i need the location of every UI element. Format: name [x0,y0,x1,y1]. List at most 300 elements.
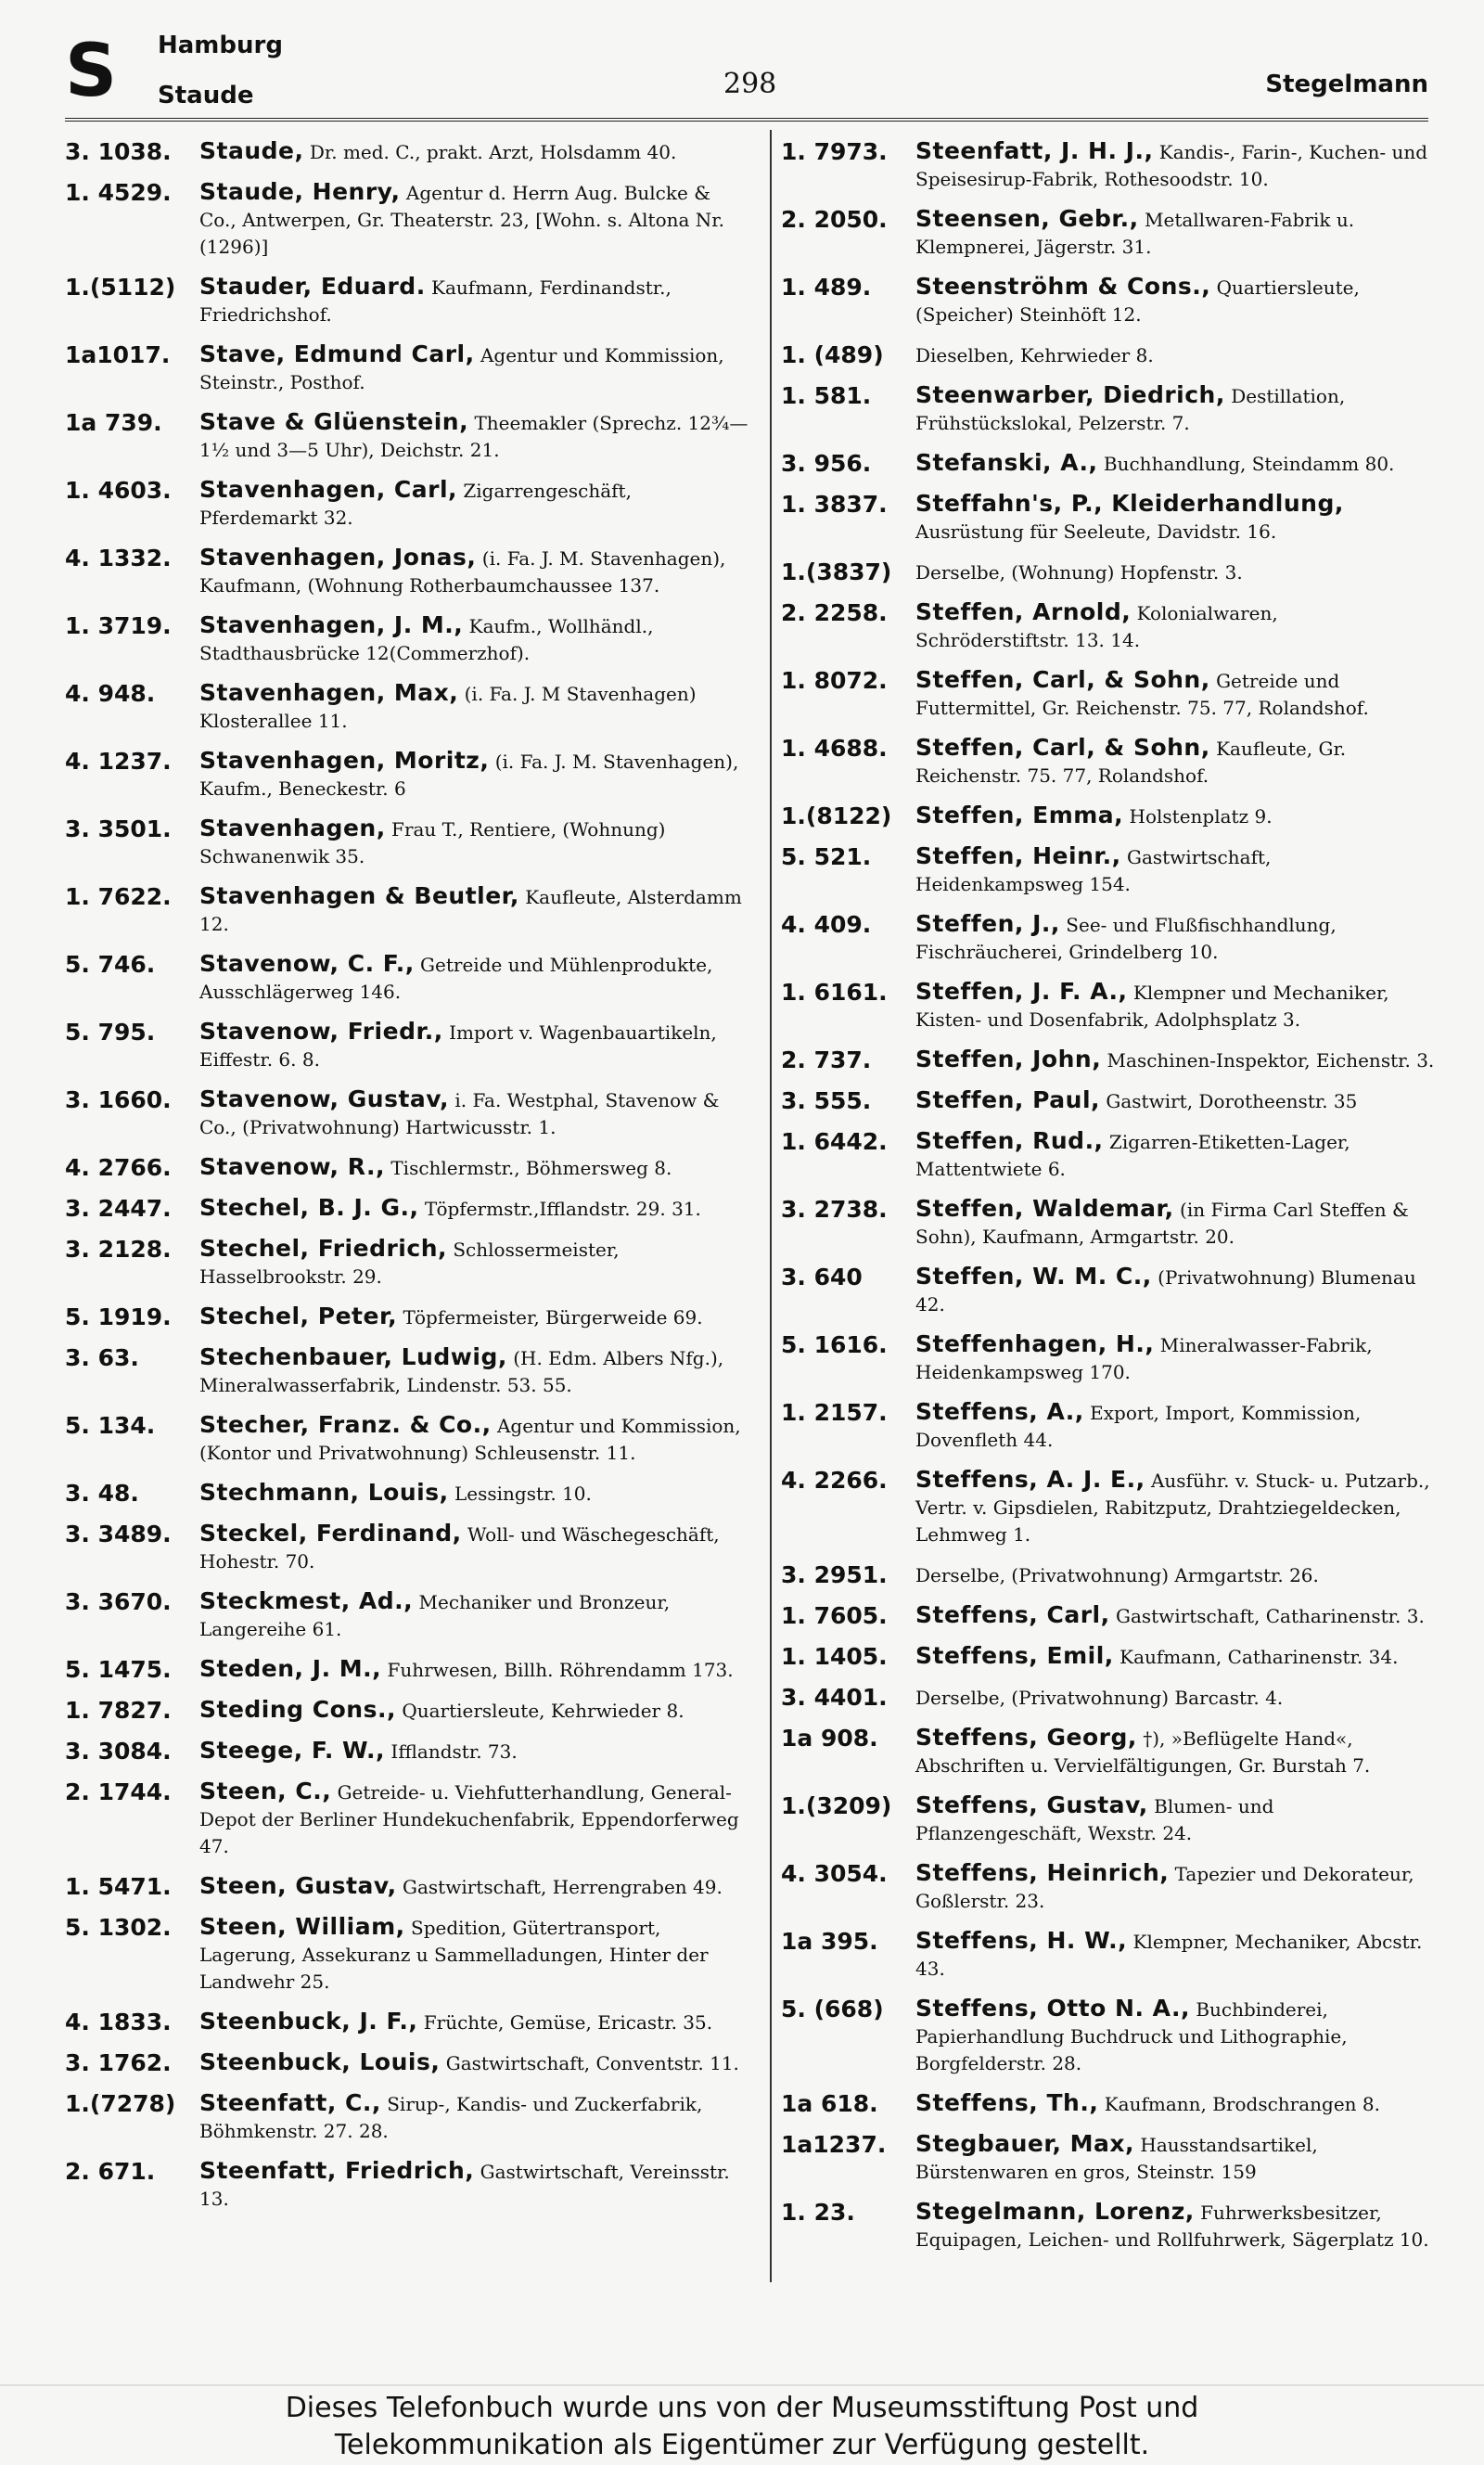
directory-entry [781,1642,1435,1671]
entry-body [199,1737,751,1765]
directory-entry [781,1601,1435,1630]
directory-entry [65,1872,751,1901]
entry-body [915,490,1435,546]
phone-number: 1. 4529. [65,179,172,206]
subscriber-name: Steenströhm & Cons., [915,273,1211,300]
phone-number: 1. 489. [781,274,872,301]
subscriber-name: Steffen, Emma, [915,802,1124,828]
entry-body [915,598,1435,654]
directory-entry [65,815,751,870]
entry-body [915,1724,1435,1779]
phone-number: 3. 1660. [65,1086,172,1113]
phone-number: 1a 395. [781,1928,878,1955]
directory-entry [781,1927,1435,1983]
phone-number: 1.(3837) [781,558,892,585]
entry-body [915,842,1435,898]
entry-body [199,2157,751,2213]
entry-body [199,882,751,938]
entry-body [915,1398,1435,1454]
subscriber-name: Steffenhagen, H., [915,1330,1155,1357]
subscriber-name: Steffen, Paul, [915,1086,1101,1113]
subscriber-details: Dr. med. C., prakt. Arzt, Holsdamm 40. [303,141,677,163]
directory-entry [781,558,1435,586]
entry-body [199,178,751,261]
subscriber-name: Steffens, Gustav, [915,1791,1148,1818]
subscriber-name: Stechenbauer, Ludwig, [199,1343,507,1370]
directory-entry [781,273,1435,328]
directory-entry [65,1153,751,1182]
subscriber-name: Stavenhagen, Moritz, [199,747,490,774]
phone-number: 2. 737. [781,1046,872,1073]
subscriber-details: Getreide und Futtermittel, Gr. Reichenstr. 75. 77, Rolandshof. [915,670,1369,719]
entry-body [199,1479,751,1508]
subscriber-name: Steffen, John, [915,1046,1102,1072]
phone-number: 3. 3670. [65,1588,172,1615]
phone-number: 1. 2157. [781,1399,888,1426]
subscriber-details: Sirup-, Kandis- und Zuckerfabrik, Böhmkenstr. 27. 28. [199,2093,703,2142]
phone-number: 3. 48. [65,1480,139,1507]
directory-entry [65,1085,751,1141]
subscriber-name: Stauder, Eduard. [199,273,426,300]
subscriber-details: Ausrüstung für Seeleute, Davidstr. 16. [915,520,1277,543]
footer-line-2: Telekommunikation als Eigentümer zur Verfügung gestellt. [334,2429,1150,2461]
subscriber-details: Derselbe, (Wohnung) Hopfenstr. 3. [915,561,1243,584]
phone-number: 4. 948. [65,680,156,707]
directory-entry [781,666,1435,722]
entry-body [915,1995,1435,2077]
footer-line-1: Dieses Telefonbuch wurde uns von der Museumsstiftung Post und [285,2392,1199,2424]
phone-number: 4. 1237. [65,748,172,775]
directory-entry [65,137,751,166]
subscriber-details: Ausführ. v. Stuck- u. Putzarb., Vertr. v. Gipsdielen, Rabitzputz, Drahtziegeldecken, Lehmweg 1. [915,1470,1430,1546]
directory-entry [781,598,1435,654]
directory-entry [781,137,1435,193]
subscriber-name: Steffens, Heinrich, [915,1859,1170,1886]
subscriber-name: Stefanski, A., [915,449,1098,476]
entry-body [915,273,1435,328]
phone-number: 1.(3209) [781,1792,892,1819]
subscriber-details: Import v. Wagenbauartikeln, Eiffestr. 6. 8. [199,1021,717,1071]
directory-entry [781,1791,1435,1847]
entry-body [199,2048,751,2077]
subscriber-name: Steden, J. M., [199,1655,382,1682]
entry-body [199,1153,751,1182]
entry-body [199,408,751,464]
subscriber-name: Steen, Gustav, [199,1872,397,1899]
entry-body [199,137,751,166]
directory-entry [781,1086,1435,1115]
entry-body [199,1696,751,1725]
directory-entry [781,1466,1435,1548]
subscriber-details: Theemakler (Sprechz. 12¾—1½ und 3—5 Uhr), Deichstr. 21. [199,412,748,461]
subscriber-name: Steckmest, Ad., [199,1587,414,1614]
entry-body [915,2089,1435,2118]
subscriber-details: Woll- und Wäschegeschäft, Hohestr. 70. [199,1523,720,1573]
entry-body [199,476,751,532]
subscriber-details: Derselbe, (Privatwohnung) Armgartstr. 26. [915,1564,1319,1586]
subscriber-details: (H. Edm. Albers Nfg.), Mineralwasserfabrik, Lindenstr. 53. 55. [199,1347,724,1396]
subscriber-name: Stavenow, Gustav, [199,1085,450,1112]
phone-number: 3. 2951. [781,1561,888,1588]
phone-number: 1. 6161. [781,979,888,1006]
phone-number: 5. 1919. [65,1303,172,1330]
subscriber-name: Steffens, A. J. E., [915,1466,1145,1493]
page-number: 298 [723,68,777,100]
subscriber-details: Kaufmann, Ferdinandstr., Friedrichshof. [199,276,672,326]
subscriber-name: Steffen, Arnold, [915,598,1132,625]
subscriber-name: Steenwarber, Diedrich, [915,381,1225,408]
subscriber-details: Buchbinderei, Papierhandlung Buchdruck und Lithographie, Borgfelderstr. 28. [915,1998,1348,2074]
phone-number: 1a1237. [781,2131,887,2158]
entry-body [915,1683,1435,1712]
entry-body [915,1927,1435,1983]
right-column [781,137,1435,2266]
subscriber-name: Steffens, Carl, [915,1601,1110,1628]
subscriber-name: Steensen, Gebr., [915,205,1139,232]
phone-number: 3. 2738. [781,1196,888,1223]
directory-entry [65,1587,751,1643]
phone-number: 3. 4401. [781,1684,888,1711]
subscriber-name: Stavenow, R., [199,1153,385,1180]
phone-number: 5. 521. [781,843,872,870]
phone-number: 4. 1332. [65,545,172,571]
phone-number: 5. 1616. [781,1331,888,1358]
entry-body [199,1303,751,1331]
phone-number: 3. 640 [781,1264,863,1290]
directory-entry [65,611,751,667]
phone-number: 1. 7622. [65,883,172,910]
phone-number: 1a 739. [65,409,162,436]
directory-entry [781,2198,1435,2253]
subscriber-details: Fuhrwesen, Billh. Röhrendamm 173. [381,1659,734,1681]
entry-body [199,1872,751,1901]
entry-body [915,1601,1435,1630]
directory-entry [781,1330,1435,1386]
subscriber-details: i. Fa. Westphal, Stavenow & Co., (Privatwohnung) Hartwicusstr. 1. [199,1089,720,1138]
subscriber-details: Agentur und Kommission, Steinstr., Posthof. [199,344,724,393]
directory-entry [781,1127,1435,1183]
entry-body [915,978,1435,1034]
city-name: Hamburg [158,32,283,59]
subscriber-details: Lessingstr. 10. [448,1483,592,1505]
subscriber-details: (i. Fa. J. M. Stavenhagen), Kaufm., Beneckestr. 6 [199,751,739,800]
subscriber-name: Steding Cons., [199,1696,396,1723]
subscriber-details: Holstenplatz 9. [1123,805,1273,828]
subscriber-name: Stavenow, C. F., [199,950,415,977]
entry-body [915,1046,1435,1074]
subscriber-details: Fuhrwerksbesitzer, Equipagen, Leichen- und Rollfuhrwerk, Sägerplatz 10. [915,2202,1429,2251]
entry-body [199,1655,751,1684]
entry-body [199,1520,751,1575]
subscriber-details: Getreide- u. Viehfutterhandlung, General-Depot der Berliner Hundekuchenfabrik, Eppendorferweg 47. [199,1781,739,1857]
directory-entry [781,802,1435,830]
subscriber-name: Stavenhagen, Jonas, [199,544,477,571]
subscriber-details: Buchhandlung, Steindamm 80. [1097,453,1395,475]
subscriber-details: (in Firma Carl Steffen & Sohn), Kaufmann, Armgartstr. 20. [915,1199,1409,1248]
directory-entry [781,1263,1435,1318]
subscriber-details: Export, Import, Kommission, Dovenfleth 44. [915,1402,1362,1451]
directory-entry [781,340,1435,369]
subscriber-name: Steenfatt, C., [199,2089,381,2116]
entry-body [915,2198,1435,2253]
subscriber-name: Steffen, J. F. A., [915,978,1128,1005]
subscriber-details: Derselbe, (Privatwohnung) Barcastr. 4. [915,1687,1284,1709]
directory-entry [65,408,751,464]
directory-entry [781,842,1435,898]
subscriber-details: Kaufm., Wollhändl., Stadthausbrücke 12(Commerzhof). [199,615,654,664]
phone-number: 1. 7973. [781,138,888,165]
phone-number: 4. 1833. [65,2009,172,2035]
subscriber-details: Töpfermeister, Bürgerweide 69. [397,1306,703,1329]
directory-entry [65,1913,751,1996]
subscriber-details: Maschinen-Inspektor, Eichenstr. 3. [1101,1049,1435,1072]
entry-body [915,1330,1435,1386]
subscriber-name: Stechel, Peter, [199,1303,398,1329]
directory-entry [65,273,751,328]
directory-entry [65,1479,751,1508]
entry-body [199,611,751,667]
phone-number: 1. 7605. [781,1602,888,1629]
entry-body [199,1411,751,1467]
subscriber-name: Steckel, Ferdinand, [199,1520,462,1547]
subscriber-details: Dieselben, Kehrwieder 8. [915,344,1154,366]
phone-number: 3. 3489. [65,1521,172,1547]
entry-body [915,910,1435,966]
directory-entry [781,1398,1435,1454]
directory-entry [65,1411,751,1467]
phone-number: 1. (489) [781,341,884,368]
phone-number: 3. 1762. [65,2049,172,2076]
subscriber-details: Gastwirtschaft, Vereinsstr. 13. [199,2161,730,2210]
directory-entry [781,449,1435,478]
phone-number: 1. 23. [781,2199,855,2226]
subscriber-name: Stavenhagen, [199,815,386,841]
section-letter: S [65,30,118,113]
directory-entry [65,950,751,1006]
subscriber-details: (Privatwohnung) Blumenau 42. [915,1266,1416,1316]
directory-entry [781,1995,1435,2077]
directory-entry [65,1737,751,1765]
entry-body [915,381,1435,437]
subscriber-name: Stechmann, Louis, [199,1479,449,1506]
subscriber-name: Steffens, H. W., [915,1927,1128,1954]
phone-number: 5. 1475. [65,1656,172,1683]
subscriber-name: Steffen, Carl, & Sohn, [915,666,1210,693]
phone-number: 1. 5471. [65,1873,172,1900]
entry-body [199,1194,751,1223]
entry-body [199,1085,751,1141]
entry-body [199,950,751,1006]
subscriber-details: Kaufmann, Brodschrangen 8. [1098,2093,1381,2115]
phone-number: 1. 4603. [65,477,172,504]
subscriber-details: Blumen- und Pflanzengeschäft, Wexstr. 24. [915,1795,1274,1844]
subscriber-name: Steffens, Th., [915,2089,1099,2116]
subscriber-name: Stavenhagen, Max, [199,679,459,706]
subscriber-name: Steffen, W. M. C., [915,1263,1152,1290]
entry-body [915,802,1435,830]
entry-body [199,340,751,396]
entry-body [915,449,1435,478]
first-entry-keyword: Staude [158,82,254,109]
entry-body [915,1859,1435,1915]
subscriber-name: Steffen, Carl, & Sohn, [915,734,1210,761]
entry-body [199,2089,751,2145]
phone-number: 2. 1744. [65,1778,172,1805]
subscriber-name: Steffahn's, P., Kleiderhandlung, [915,490,1344,517]
subscriber-details: Früchte, Gemüse, Ericastr. 35. [417,2011,713,2034]
subscriber-name: Steenbuck, Louis, [199,2048,441,2075]
subscriber-name: Steenfatt, Friedrich, [199,2157,475,2184]
phone-number: 4. 3054. [781,1860,888,1887]
directory-entry [65,679,751,735]
subscriber-details: Quartiersleute, (Speicher) Steinhöft 12. [915,276,1360,326]
last-entry-keyword: Stegelmann [1265,71,1428,98]
subscriber-name: Staude, [199,137,304,164]
directory-entry [65,1303,751,1331]
phone-number: 4. 2766. [65,1154,172,1181]
phone-number: 2. 2258. [781,599,888,626]
directory-entry [781,2130,1435,2186]
entry-body [199,544,751,599]
phone-number: 1a1017. [65,341,171,368]
entry-body [915,666,1435,722]
phone-number: 3. 2128. [65,1236,172,1263]
entry-body [915,1263,1435,1318]
subscriber-details: Schlossermeister, Hasselbrookstr. 29. [199,1239,620,1288]
entry-body [199,1235,751,1290]
directory-entry [781,2089,1435,2118]
entry-body [199,679,751,735]
left-column [65,137,751,2225]
subscriber-name: Steffens, A., [915,1398,1084,1425]
subscriber-details: Gastwirtschaft, Catharinenstr. 3. [1109,1605,1425,1627]
directory-entry [781,1195,1435,1251]
subscriber-details: Kaufleute, Alsterdamm 12. [199,886,742,935]
entry-body [915,137,1435,193]
subscriber-details: Kaufleute, Gr. Reichenstr. 75. 77, Rolandshof. [915,738,1347,787]
entry-body [915,340,1435,369]
subscriber-name: Stavenhagen, J. M., [199,611,464,638]
directory-entry [65,1778,751,1860]
subscriber-name: Steffens, Emil, [915,1642,1114,1669]
phone-number: 1. 1405. [781,1643,888,1670]
directory-entry [781,1560,1435,1589]
phone-number: 3. 1038. [65,138,172,165]
subscriber-name: Stecher, Franz. & Co., [199,1411,492,1438]
subscriber-name: Stave & Glüenstein, [199,408,469,435]
directory-entry [65,1696,751,1725]
phone-number: 3. 2447. [65,1195,172,1222]
entry-body [915,734,1435,790]
subscriber-name: Steen, William, [199,1913,405,1940]
subscriber-name: Stegbauer, Max, [915,2130,1135,2157]
page-header [56,26,1428,119]
entry-body [915,2130,1435,2186]
subscriber-details: Gastwirtschaft, Heidenkampsweg 154. [915,846,1272,895]
phone-number: 3. 956. [781,450,872,477]
subscriber-details: Spedition, Gütertransport, Lagerung, Assekuranz u Sammelladungen, Hinter der Landwehr 25. [199,1917,709,1993]
subscriber-details: Kandis-, Farin-, Kuchen- und Speisesirup-Fabrik, Rothesoodstr. 10. [915,141,1428,190]
phone-number: 1. 7827. [65,1697,172,1724]
entry-body [199,815,751,870]
phone-number: 4. 409. [781,911,872,938]
entry-body [199,1913,751,1996]
directory-entry [781,910,1435,966]
directory-entry [65,1235,751,1290]
subscriber-name: Steffen, J., [915,910,1060,937]
subscriber-name: Stave, Edmund Carl, [199,340,475,367]
subscriber-details: Getreide und Mühlenprodukte, Ausschlägerweg 146. [199,954,713,1003]
subscriber-name: Steffens, Otto N. A., [915,1995,1190,2022]
subscriber-details: (i. Fa. J. M Stavenhagen) Klosterallee 11. [199,683,697,732]
subscriber-name: Steffen, Waldemar, [915,1195,1174,1222]
directory-entry [65,747,751,802]
subscriber-details: Töpfermstr.,Ifflandstr. 29. 31. [418,1198,701,1220]
subscriber-name: Steenbuck, J. F., [199,2008,418,2035]
phone-number: 1.(7278) [65,2090,176,2117]
phone-number: 5. (668) [781,1996,884,2022]
subscriber-name: Steege, F. W., [199,1737,386,1764]
entry-body [199,1343,751,1399]
phone-number: 1. 3837. [781,491,888,518]
phone-number: 3. 555. [781,1087,872,1114]
entry-body [915,1466,1435,1548]
subscriber-details: Gastwirtschaft, Herrengraben 49. [396,1876,723,1898]
subscriber-details: Tapezier und Dekorateur, Goßlerstr. 23. [915,1863,1414,1912]
subscriber-details: (i. Fa. J. M. Stavenhagen), Kaufmann, (Wohnung Rotherbaumchaussee 137. [199,547,726,597]
phone-number: 1a 908. [781,1725,878,1752]
subscriber-details: Agentur und Kommission, (Kontor und Privatwohnung) Schleusenstr. 11. [199,1415,741,1464]
entry-body [915,205,1435,261]
directory-entry [65,544,751,599]
directory-entry [65,1018,751,1073]
phone-number: 3. 63. [65,1344,139,1371]
directory-entry [781,1724,1435,1779]
column-divider [770,130,772,2282]
directory-entry [65,2008,751,2036]
entry-body [199,273,751,328]
entry-body [199,1778,751,1860]
entry-body [199,1587,751,1643]
subscriber-name: Stavenhagen, Carl, [199,476,458,503]
directory-entry [781,734,1435,790]
subscriber-details: Klempner und Mechaniker, Kisten- und Dosenfabrik, Adolphsplatz 3. [915,982,1389,1031]
subscriber-name: Steen, C., [199,1778,332,1804]
directory-entry [781,1683,1435,1712]
subscriber-name: Stavenow, Friedr., [199,1018,443,1045]
subscriber-details: Agentur d. Herrn Aug. Bulcke & Co., Antwerpen, Gr. Theaterstr. 23, [Wohn. s. Altona Nr. (1296)] [199,182,724,258]
phone-number: 5. 795. [65,1019,156,1046]
phone-number: 1a 618. [781,2090,878,2117]
subscriber-details: Zigarrengeschäft, Pferdemarkt 32. [199,480,632,529]
entry-body [199,1018,751,1073]
phone-number: 5. 134. [65,1412,156,1439]
phone-number: 1.(8122) [781,802,892,829]
entry-body [915,1560,1435,1589]
directory-entry [781,490,1435,546]
subscriber-name: Steffen, Rud., [915,1127,1104,1154]
subscriber-details: Zigarren-Etiketten-Lager, Mattentwiete 6. [915,1131,1350,1180]
subscriber-details: Hausstandsartikel, Bürstenwaren en gros, Steinstr. 159 [915,2134,1318,2183]
phone-number: 3. 3501. [65,815,172,842]
phone-number: 2. 2050. [781,206,888,233]
subscriber-details: †), »Beflügelte Hand«, Abschriften u. Vervielfältigungen, Gr. Burstah 7. [915,1727,1371,1777]
directory-entry [65,2048,751,2077]
directory-entry [65,2089,751,2145]
footer-notice [0,2384,1484,2465]
entry-body [199,2008,751,2036]
phone-number: 3. 3084. [65,1738,172,1765]
